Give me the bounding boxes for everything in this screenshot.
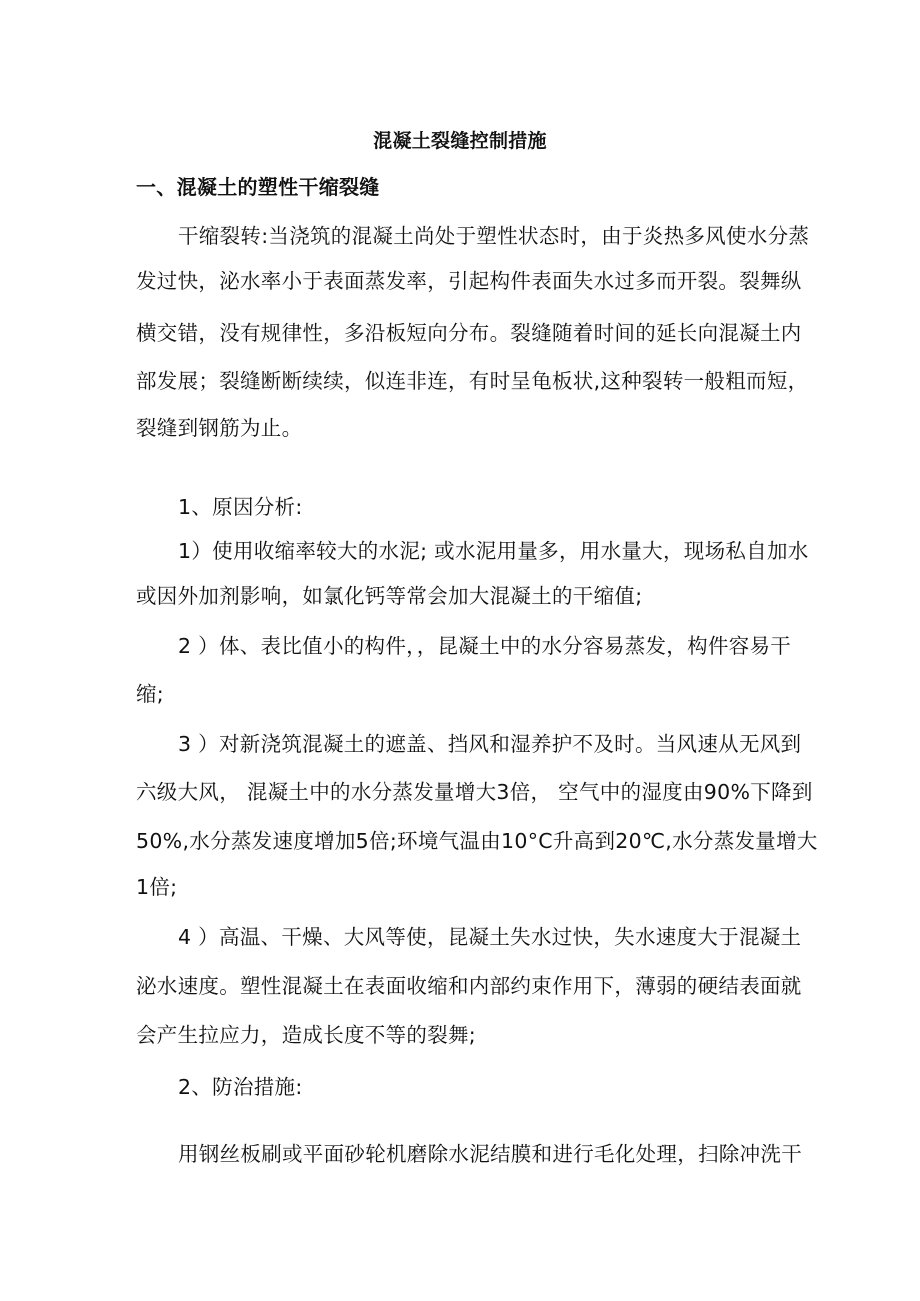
measures-heading: 2、防治措施: (178, 1075, 303, 1099)
cause-line: 缩; (136, 682, 165, 706)
intro-line: 发过快，泌水率小于表面蒸发率，引起构件表面失水过多而开裂。裂舞纵 (136, 269, 802, 293)
cause-line: 1倍; (136, 875, 178, 899)
cause-line: 泌水速度。塑性混凝土在表面收缩和内部约束作用下，薄弱的硬结表面就 (136, 974, 802, 998)
intro-line: 部发展；裂缝断断续续，似连非连，有时呈龟板状,这种裂转一般粗而短， (136, 369, 809, 393)
cause-line: 会产生拉应力，造成长度不等的裂舞; (136, 1023, 477, 1047)
intro-line: 干缩裂转:当浇筑的混凝土尚处于塑性状态时，由于炎热多风使水分蒸 (178, 224, 810, 248)
cause-line: 4 ）高温、干燥、大风等使，昆凝土失水过快，失水速度大于混凝土 (178, 925, 802, 949)
intro-line: 横交错，没有规律性，多沿板短向分布。裂缝随着时间的延长向混凝土内 (136, 321, 802, 345)
cause-line: 2 ）体、表比值小的构件，，昆凝土中的水分容易蒸发，构件容易干 (178, 634, 792, 658)
document-title: 混凝土裂缝控制措施 (373, 130, 547, 152)
cause-line: 50%,水分蒸发速度增加5倍;环境气温由10°C升高到20℃,水分蒸发量增大 (136, 829, 818, 853)
cause-line: 或因外加剂影响，如氯化钙等常会加大混凝土的干缩值; (136, 584, 643, 608)
cause-line: 1）使用收缩率较大的水泥; 或水泥用量多，用水量大，现场私自加水 (178, 539, 809, 563)
section-heading: 一、混凝土的塑性干缩裂缝 (136, 175, 380, 199)
cause-heading: 1、原因分析: (178, 495, 303, 519)
measures-line: 用钢丝板刷或平面砂轮机磨除水泥结膜和进行毛化处理，扫除冲洗干 (178, 1142, 802, 1166)
intro-line: 裂缝到钢筋为止。 (136, 416, 303, 440)
cause-line: 3 ）对新浇筑混凝土的遮盖、挡风和湿养护不及时。当风速从无风到 (178, 732, 802, 756)
cause-line: 六级大风， 混凝土中的水分蒸发量增大3倍， 空气中的湿度由90%下降到 (136, 780, 813, 804)
